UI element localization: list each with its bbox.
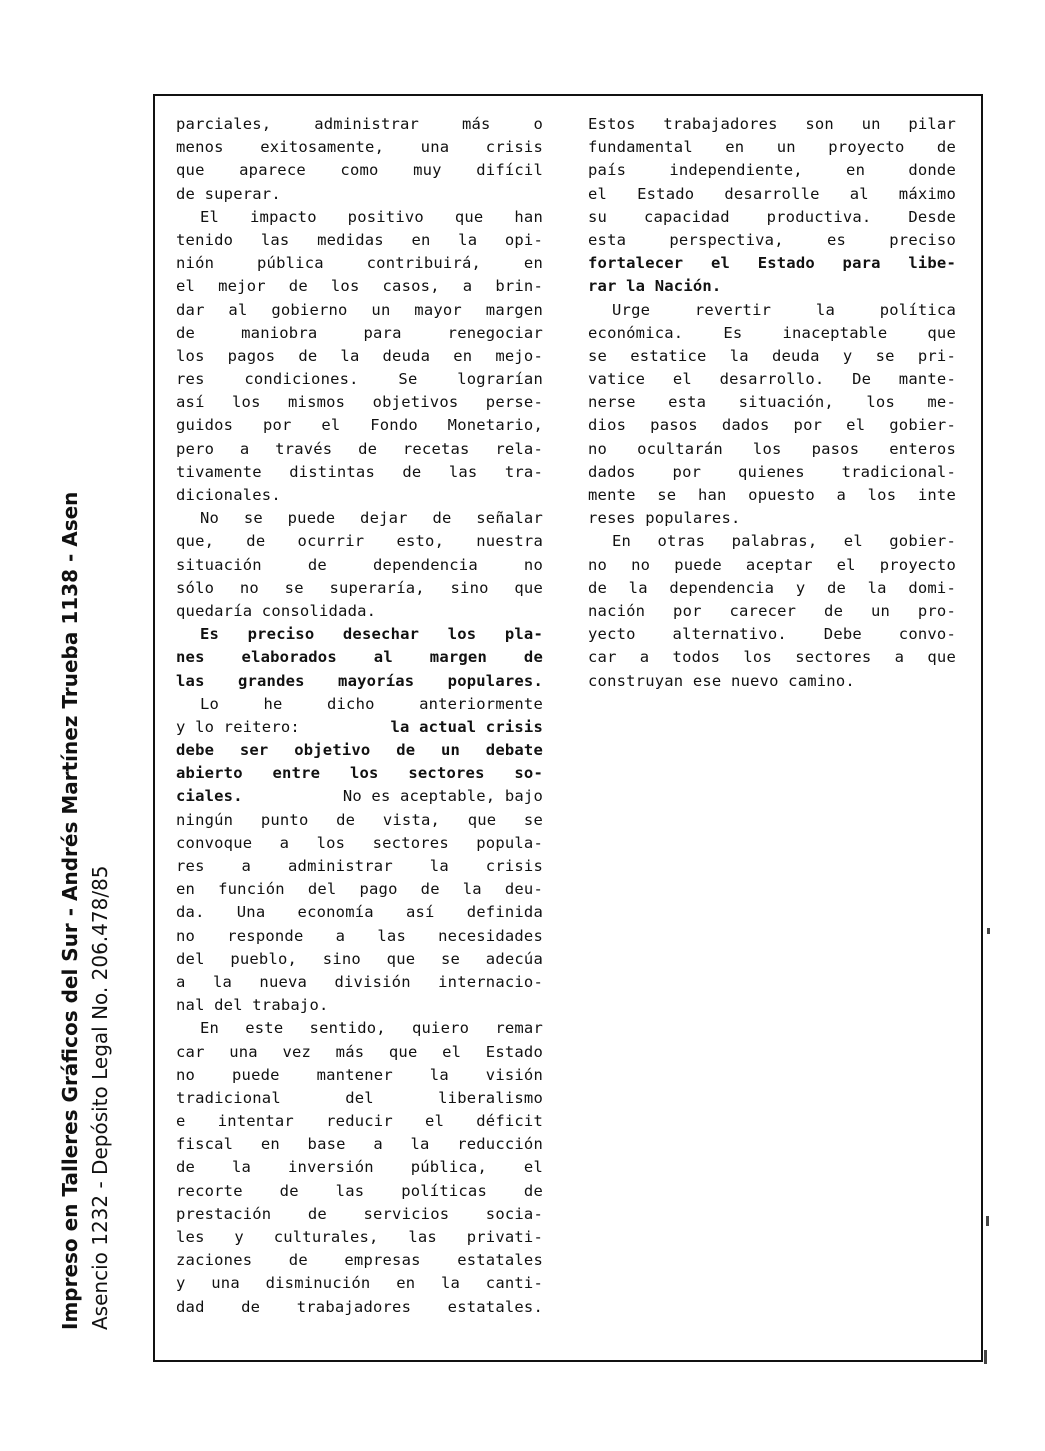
text-line: dar al gobierno un mayor margen xyxy=(176,300,543,319)
scan-speck xyxy=(984,1350,987,1364)
text-line: car una vez más que el Estado xyxy=(176,1042,543,1061)
text-line: zaciones de empresas estatales xyxy=(176,1251,543,1270)
text-line: recorte de las políticas de xyxy=(176,1181,543,1200)
bold-paragraph-line: fortalecer el Estado para libe- xyxy=(588,254,956,273)
text-line: quedaría consolidada. xyxy=(176,601,377,620)
paragraph-first-line: En otras palabras, el gobier- xyxy=(612,532,956,551)
paragraph-first-line: No se puede dejar de señalar xyxy=(200,509,543,528)
text-line: tradicional del liberalismo xyxy=(176,1088,543,1107)
bold-fragment: ciales. xyxy=(176,787,243,806)
text-line: dicionales. xyxy=(176,486,281,504)
text-line: tivamente distintas de las tra- xyxy=(176,462,543,481)
text-line: vatice el desarrollo. De mante- xyxy=(588,370,956,389)
text-line: su capacidad productiva. Desde xyxy=(588,207,956,226)
text-line: de la dependencia y de la domi- xyxy=(588,578,956,597)
text-line: nal del trabajo. xyxy=(176,996,329,1015)
paragraph-first-line: Lo he dicho anteriormente xyxy=(200,694,543,713)
text-line: no no puede aceptar el proyecto xyxy=(588,555,956,574)
mixed-emphasis-line xyxy=(176,716,543,739)
text-line: Estos trabajadores son un pilar xyxy=(588,115,956,133)
text-line: y una disminución en la canti- xyxy=(176,1274,543,1293)
text-line: el mejor de los casos, a brin- xyxy=(176,277,543,296)
bold-paragraph-line: rar la Nación. xyxy=(588,277,722,296)
text-line: a la nueva división internacio- xyxy=(176,972,543,991)
text-line: económica. Es inaceptable que xyxy=(588,323,956,342)
text-line: no ocultarán los pasos enteros xyxy=(588,439,956,458)
plain-fragment: y lo reitero: xyxy=(176,717,310,736)
bold-fragment: la actual crisis xyxy=(390,717,543,736)
text-line: dios pasos dados por el gobier- xyxy=(588,416,956,435)
text-line: prestación de servicios socia- xyxy=(176,1204,543,1223)
text-line: sólo no se superaría, sino que xyxy=(176,578,543,597)
text-line: de superar. xyxy=(176,184,281,203)
imprint-line-1: Impreso en Talleres Gráficos del Sur - Andrés Martínez Trueba 1138 - Asen xyxy=(58,491,82,1330)
text-line: en función del pago de la deu- xyxy=(176,880,543,899)
text-line: los pagos de la deuda en mejo- xyxy=(176,346,543,365)
text-line: car a todos los sectores a que xyxy=(588,648,956,667)
bold-paragraph-line: abierto entre los sectores so- xyxy=(176,764,543,783)
text-line: así los mismos objetivos perse- xyxy=(176,393,543,412)
text-line: guidos por el Fondo Monetario, xyxy=(176,416,543,435)
printer-imprint xyxy=(55,492,115,1330)
text-line: parciales, administrar más o xyxy=(176,115,543,133)
text-line: ningún punto de vista, que se xyxy=(176,810,543,829)
left-column xyxy=(176,113,543,1319)
text-line: construyan ese nuevo camino. xyxy=(588,671,855,690)
text-line: del pueblo, sino que se adecúa xyxy=(176,949,543,968)
text-line: nión pública contribuirá, en xyxy=(176,254,543,273)
text-line: se estatice la deuda y se pri- xyxy=(588,346,956,365)
scan-speck xyxy=(986,1216,989,1226)
text-line: que, de ocurrir esto, nuestra xyxy=(176,532,543,551)
text-line: pero a través de recetas rela- xyxy=(176,439,543,458)
text-line: res condiciones. Se lograrían xyxy=(176,370,543,389)
paragraph-first-line: El impacto positivo que han xyxy=(200,207,543,226)
text-line: nación por carecer de un pro- xyxy=(588,601,956,620)
text-line: fiscal en base a la reducción xyxy=(176,1135,543,1154)
mixed-emphasis-line xyxy=(176,785,543,808)
text-line: no responde a las necesidades xyxy=(176,926,543,945)
paragraph-first-line: En este sentido, quiero remar xyxy=(200,1019,543,1038)
bold-paragraph-line: Es preciso desechar los pla- xyxy=(200,625,543,644)
text-line: tenido las medidas en la opi- xyxy=(176,230,543,249)
text-line: país independiente, en donde xyxy=(588,161,956,180)
bold-paragraph-line: nes elaborados al margen de xyxy=(176,648,543,667)
text-line: e intentar reducir el déficit xyxy=(176,1112,543,1131)
text-line: yecto alternativo. Debe convo- xyxy=(588,625,956,644)
right-column xyxy=(588,113,956,693)
paragraph-first-line: Urge revertir la política xyxy=(612,300,956,319)
text-line: el Estado desarrolle al máximo xyxy=(588,184,956,203)
text-line: mente se han opuesto a los inte xyxy=(588,486,956,504)
bold-paragraph-line: las grandes mayorías populares. xyxy=(176,671,543,690)
text-line: res a administrar la crisis xyxy=(176,857,543,875)
bold-paragraph-line: debe ser objetivo de un debate xyxy=(176,741,543,760)
text-line: convoque a los sectores popula- xyxy=(176,833,543,852)
text-line: de maniobra para renegociar xyxy=(176,323,543,342)
text-line: les y culturales, las privati- xyxy=(176,1228,543,1246)
text-line: que aparece como muy difícil xyxy=(176,161,543,180)
text-line: menos exitosamente, una crisis xyxy=(176,138,543,157)
text-line: de la inversión pública, el xyxy=(176,1158,543,1177)
text-line: dados por quienes tradicional- xyxy=(588,462,956,481)
text-line: da. Una economía así definida xyxy=(176,903,543,922)
plain-fragment: No es aceptable, bajo xyxy=(333,787,543,806)
text-line: dad de trabajadores estatales. xyxy=(176,1297,543,1316)
text-line: situación de dependencia no xyxy=(176,555,543,574)
text-line: no puede mantener la visión xyxy=(176,1065,543,1084)
text-line: nerse esta situación, los me- xyxy=(588,393,956,412)
scan-speck xyxy=(987,928,990,934)
text-line: reses populares. xyxy=(588,509,741,528)
text-line: esta perspectiva, es preciso xyxy=(588,230,956,249)
imprint-line-2: Asencio 1232 - Depósito Legal No. 206.478/85 xyxy=(88,865,112,1330)
text-line: fundamental en un proyecto de xyxy=(588,138,956,157)
